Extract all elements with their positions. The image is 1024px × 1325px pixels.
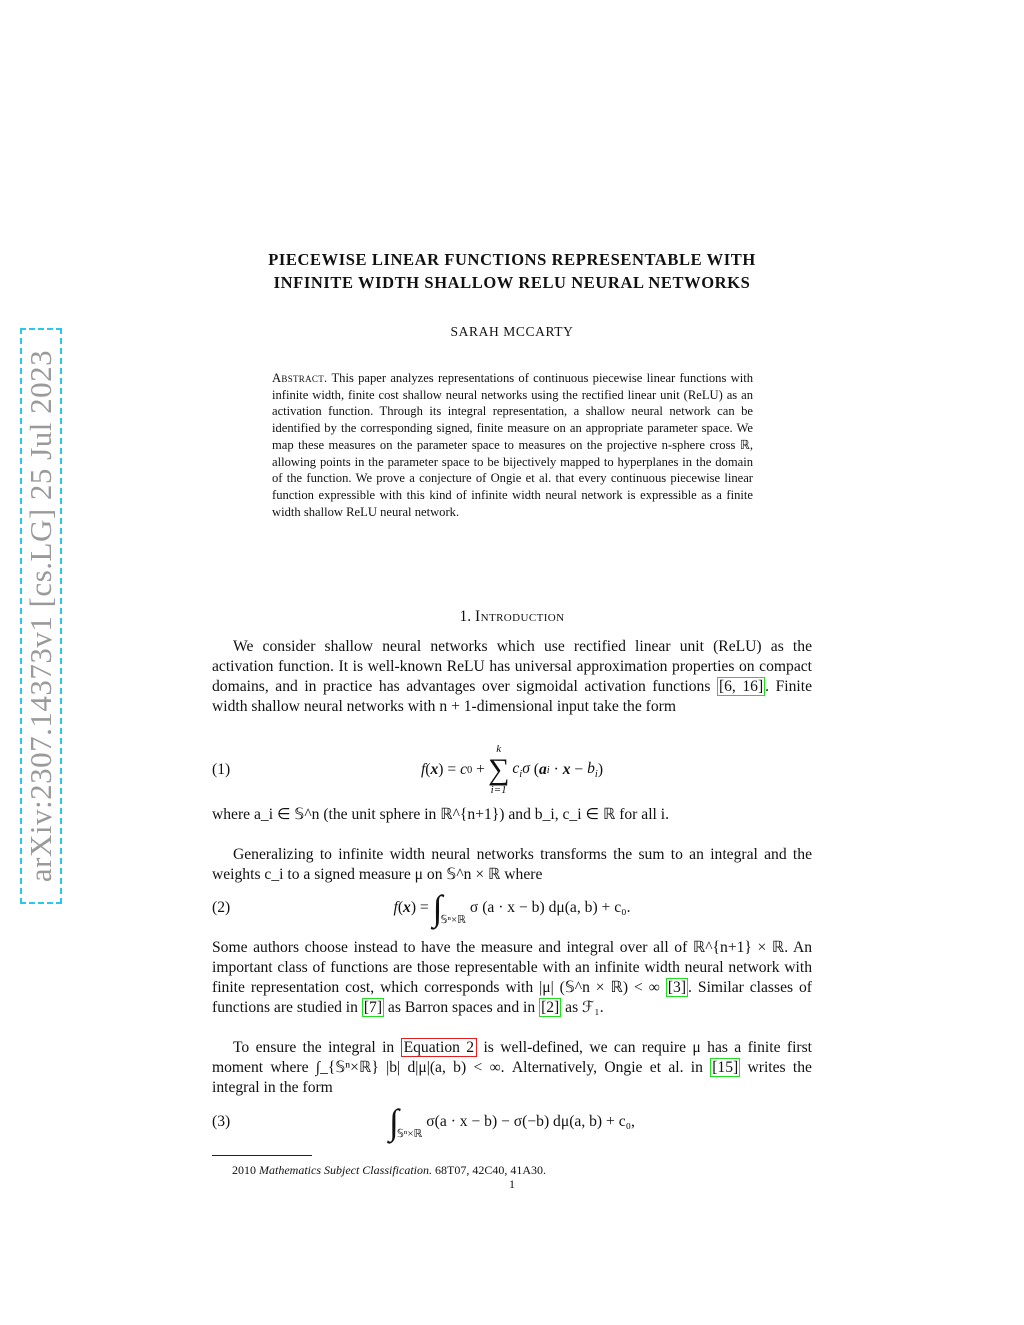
equation-3 (212, 1098, 812, 1146)
equation-rhs: σ(a · x − b) − σ(−b) dμ(a, b) + c₀, (426, 1113, 635, 1130)
paragraph-first-moment (212, 1038, 812, 1098)
paragraph-text: is well-defined, we can require μ has a finite first moment where ∫_{𝕊ⁿ×ℝ} |b| d|μ|(a, b) < ∞. Alternatively, Ongie et al. in (212, 1039, 813, 1076)
equation-reference-link[interactable]: Equation 2 (401, 1038, 477, 1057)
arxiv-stamp[interactable] (20, 328, 62, 904)
paragraph-text: as Barron spaces and in (384, 999, 540, 1016)
paragraph-text: as ℱ₁. (561, 999, 604, 1016)
equation-2 (212, 884, 812, 932)
paragraph-text: . Similar classes of functions are studied in (212, 979, 812, 1016)
author: SARAH MCCARTY (450, 324, 574, 339)
footnote-label: Mathematics Subject Classification. (259, 1163, 432, 1177)
paragraph-generalizing: Generalizing to infinite width neural networks transforms the sum to an integral and the weights c_i to a signed measure μ on 𝕊^n × ℝ where (212, 846, 812, 883)
integral-operator: ∫ 𝕊ⁿ×ℝ (432, 888, 466, 928)
paragraph-text: writes the integral in the form (212, 1059, 812, 1096)
paper-title (212, 248, 812, 294)
equation-rhs: σ (a · x − b) dμ(a, b) + c₀. (469, 899, 631, 916)
citation-link[interactable]: [3] (667, 979, 687, 996)
equation-body (212, 1098, 812, 1146)
arxiv-id: arXiv:2307.14373v1 [cs.LG] 25 Jul 2023 (23, 349, 58, 883)
page-number: 1 (509, 1177, 515, 1191)
citation-link[interactable]: [15] (712, 1059, 739, 1076)
equation-body: f ( x ) = c 0 + k ∑ i=1 $c_i\sigma$ ( a i · x − $b_i$ ) (420, 743, 604, 796)
abstract-heading: Abstract. (272, 371, 328, 385)
footnote-rule (212, 1155, 312, 1156)
integral-domain: 𝕊ⁿ×ℝ (396, 1128, 423, 1140)
integral-domain: 𝕊ⁿ×ℝ (440, 914, 466, 926)
section-heading (212, 608, 812, 626)
paragraph-intro (212, 637, 812, 717)
equation-number: (1) (212, 761, 231, 778)
paragraph-text: Some authors choose instead to have the measure and integral over all of ℝ^{n+1} × ℝ. An important class of functions are those representable with an infinite width neural network with finite representation cost, which corresponds with |μ| (𝕊^n × ℝ) < ∞ (212, 939, 812, 996)
sum-upper-limit: k (496, 743, 502, 755)
paragraph-text: To ensure the integral in (233, 1039, 401, 1056)
equation-1 (212, 743, 812, 796)
section-number: 1. (459, 608, 472, 625)
citation-link[interactable]: [6, 16] (718, 678, 764, 695)
paragraph-text: We consider shallow neural networks which use rectified linear unit (ReLU) as the activation function. It is well-known ReLU has universal approximation properties on compact domains, and in practice has advantages over sigmoidal activation functions (212, 638, 812, 695)
citation-link[interactable]: [7] (363, 999, 383, 1016)
footnote (232, 1163, 546, 1178)
title-line-2: INFINITE WIDTH SHALLOW RELU NEURAL NETWORKS (273, 273, 751, 292)
equation-number: (2) (212, 899, 231, 916)
equation-body: f ( x ) = ∫ 𝕊ⁿ×ℝ σ (a · x − b) dμ(a, b) + c₀. (393, 888, 631, 928)
paragraph-barron (212, 938, 812, 1018)
equation-number: (3) (212, 1113, 231, 1130)
sum-lower-limit: i=1 (490, 784, 507, 796)
paragraph-where: where a_i ∈ 𝕊^n (the unit sphere in ℝ^{n+1}) and b_i, c_i ∈ ℝ for all i. (212, 806, 669, 823)
citation-link[interactable]: [2] (541, 999, 560, 1016)
abstract-text: This paper analyzes representations of continuous piecewise linear functions with infinite width, finite cost shallow neural networks using the rectified linear unit (ReLU) as an activation function. Through its integral representation, a shallow neural network can be identified by the corresponding signed, finite measure on an appropriate parameter space. We map these measures on the parameter space to measures on the projective n-sphere cross ℝ, allowing points in the parameter space to be bijectively mapped to hyperplanes in the domain of the function. We prove a conjecture of Ongie et al. that every continuous piecewise linear function expressible with this kind of infinite width neural network is expressible as a finite width shallow ReLU neural network. (272, 371, 753, 519)
abstract (272, 370, 753, 520)
footnote-codes: 68T07, 42C40, 41A30. (434, 1163, 546, 1177)
paragraph-text: . Finite width shallow neural networks with n + 1-dimensional input take the form (212, 678, 812, 715)
title-line-1: PIECEWISE LINEAR FUNCTIONS REPRESENTABLE WITH (268, 250, 756, 269)
footnote-year: 2010 (232, 1163, 256, 1177)
sum-operator: k ∑ i=1 (487, 743, 510, 796)
integral-operator: ∫ 𝕊ⁿ×ℝ (389, 1102, 423, 1142)
section-title: Introduction (475, 608, 565, 625)
